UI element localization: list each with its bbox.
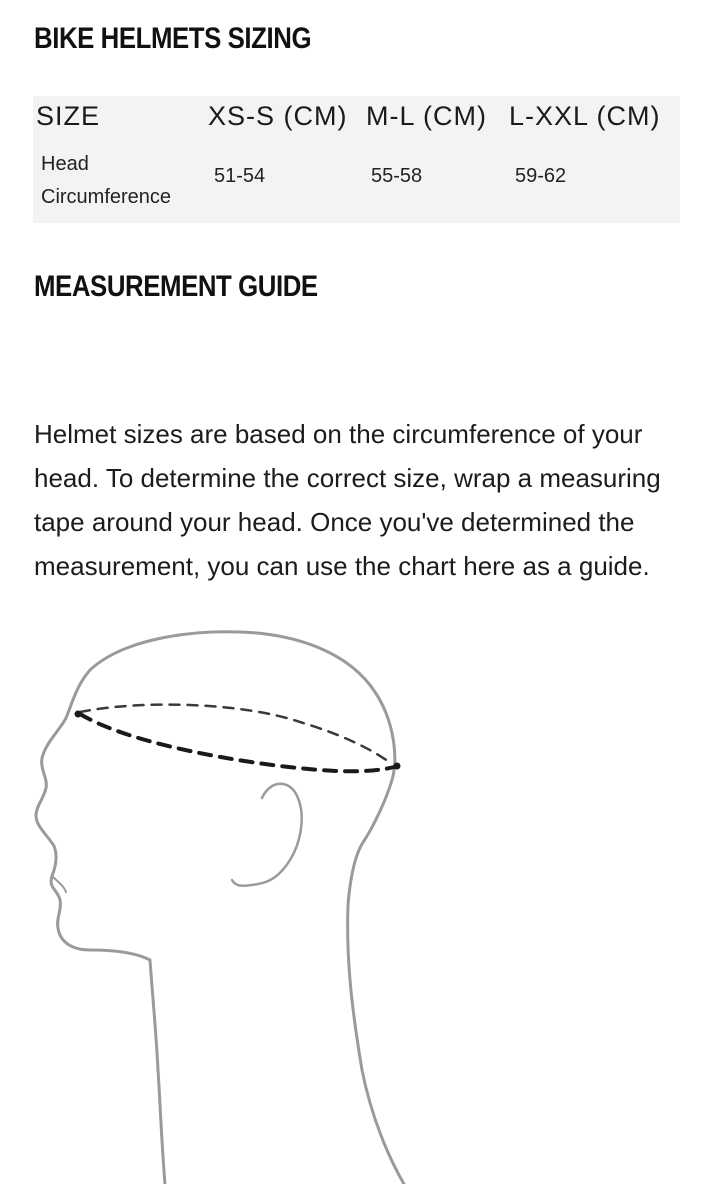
- guide-text: Helmet sizes are based on the circumference of your head. To determine the correct size, wrap a measuring tape around your head. Once you've determined the measurement, you can use the chart here as a guide.: [34, 419, 661, 581]
- table-header-l-xxl: L-XXL (CM): [509, 101, 661, 131]
- head-outline: [36, 632, 404, 1184]
- tape-end-back: [394, 763, 401, 770]
- table-header-xs-s: XS-S (CM): [208, 101, 348, 131]
- size-table: [33, 96, 680, 223]
- guide-title: MEASUREMENT GUIDE: [34, 270, 318, 303]
- measuring-tape-front: [80, 714, 398, 771]
- table-header-m-l: M-L (CM): [366, 101, 487, 131]
- tape-end-front: [75, 711, 82, 718]
- table-header-size: SIZE: [36, 101, 101, 131]
- row-label-head-circumference: [41, 148, 171, 214]
- row-label-line-2: Circumference: [41, 186, 172, 208]
- ear-outline: [232, 784, 302, 886]
- table-cell-m-l: 55-58: [371, 165, 423, 187]
- sizing-title: BIKE HELMETS SIZING: [34, 22, 312, 55]
- head-measurement-illustration: [0, 630, 720, 1184]
- row-label-line-1: Head: [41, 153, 89, 175]
- table-cell-l-xxl: 59-62: [515, 165, 567, 187]
- table-cell-xs-s: 51-54: [214, 165, 266, 187]
